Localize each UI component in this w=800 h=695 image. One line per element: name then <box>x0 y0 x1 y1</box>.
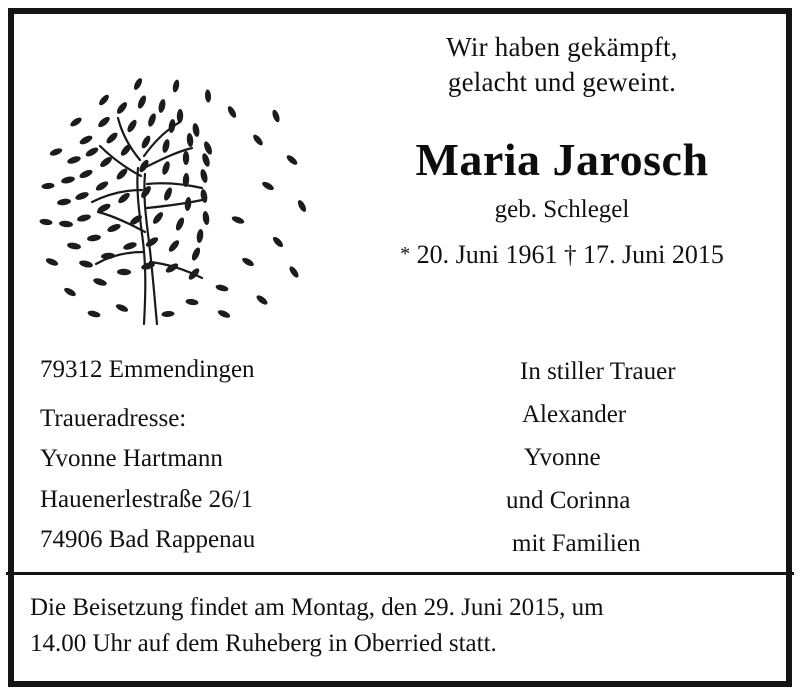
mourner-name: Yvonne <box>524 444 601 471</box>
birth-date: 20. Juni 1961 <box>416 240 558 270</box>
address-line: Yvonne Hartmann <box>40 445 223 472</box>
funeral-note <box>30 590 770 663</box>
funeral-note-line-1: Die Beisetzung findet am Montag, den 29. Juni 2015, um <box>30 594 604 621</box>
address-line: 74906 Bad Rappenau <box>40 526 256 553</box>
funeral-note-line-2: 14.00 Uhr auf dem Ruheberg in Oberried statt. <box>30 630 497 658</box>
mourners-heading: In stiller Trauer <box>520 358 676 385</box>
mourner-name: mit Familien <box>512 530 641 557</box>
maiden-name: geb. Schlegel <box>494 196 630 224</box>
deceased-name: Maria Jarosch <box>415 134 709 186</box>
mourners-list <box>492 350 782 565</box>
mourning-address <box>40 350 390 561</box>
notice-content <box>22 20 778 675</box>
mourner-name: und Corinna <box>506 487 631 514</box>
cross-icon: † <box>564 242 577 270</box>
windblown-tree-icon <box>26 56 326 326</box>
divider <box>6 572 794 575</box>
address-line: 79312 Emmendingen <box>40 356 255 383</box>
middle-section <box>22 350 778 558</box>
motto-line-1: Wir haben gekämpft, <box>446 32 678 62</box>
headline-block <box>352 30 772 270</box>
death-date: 17. Juni 2015 <box>583 240 724 270</box>
address-line: Traueradresse: <box>40 404 187 432</box>
top-section <box>22 20 778 338</box>
motto <box>352 30 772 99</box>
mourner-name: Alexander <box>522 401 627 428</box>
birth-symbol-icon: * <box>400 243 411 266</box>
motto-line-2: gelacht und geweint. <box>447 66 677 97</box>
address-line: Hauenerlestraße 26/1 <box>40 485 254 513</box>
life-dates <box>352 240 772 270</box>
